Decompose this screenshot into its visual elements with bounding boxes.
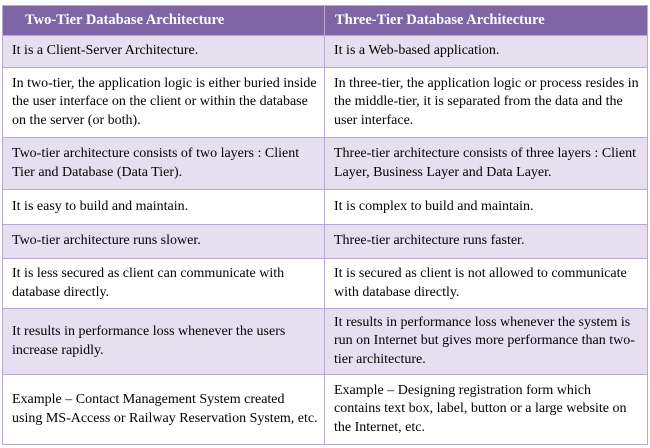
two-tier-cell: It is easy to build and maintain. [3,190,325,225]
table-row [3,375,648,445]
two-tier-cell: It is less secured as client can communicate with database directly. [3,259,325,309]
two-tier-cell: Example – Contact Management System created using MS-Access or Railway Reservation System, etc. [3,375,325,445]
two-tier-cell: It is a Client-Server Architecture. [3,36,325,68]
three-tier-cell: Three-tier architecture runs faster. [325,225,648,259]
header-two-tier: Two-Tier Database Architecture [3,6,325,36]
three-tier-cell: It is a Web-based application. [325,36,648,68]
table-row [3,190,648,225]
table-row [3,36,648,68]
comparison-table [2,5,648,445]
three-tier-cell: In three-tier, the application logic or process resides in the middle-tier, it is separated from the data and the user interface. [325,68,648,138]
header-row [3,6,648,36]
two-tier-cell: Two-tier architecture runs slower. [3,225,325,259]
table-row [3,138,648,190]
two-tier-cell: Two-tier architecture consists of two layers : Client Tier and Database (Data Tier). [3,138,325,190]
three-tier-cell: It is secured as client is not allowed to communicate with database directly. [325,259,648,309]
three-tier-cell: It is complex to build and maintain. [325,190,648,225]
table-row [3,259,648,309]
three-tier-cell: Example – Designing registration form which contains text box, label, button or a large website on the Internet, etc. [325,375,648,445]
table-row [3,309,648,375]
table-row [3,225,648,259]
table-row [3,68,648,138]
header-three-tier: Three-Tier Database Architecture [325,6,648,36]
three-tier-cell: It results in performance loss whenever the system is run on Internet but gives more performance than two-tier architecture. [325,309,648,375]
two-tier-cell: It results in performance loss whenever the users increase rapidly. [3,309,325,375]
three-tier-cell: Three-tier architecture consists of three layers : Client Layer, Business Layer and Data Layer. [325,138,648,190]
two-tier-cell: In two-tier, the application logic is either buried inside the user interface on the client or within the database on the server (or both). [3,68,325,138]
